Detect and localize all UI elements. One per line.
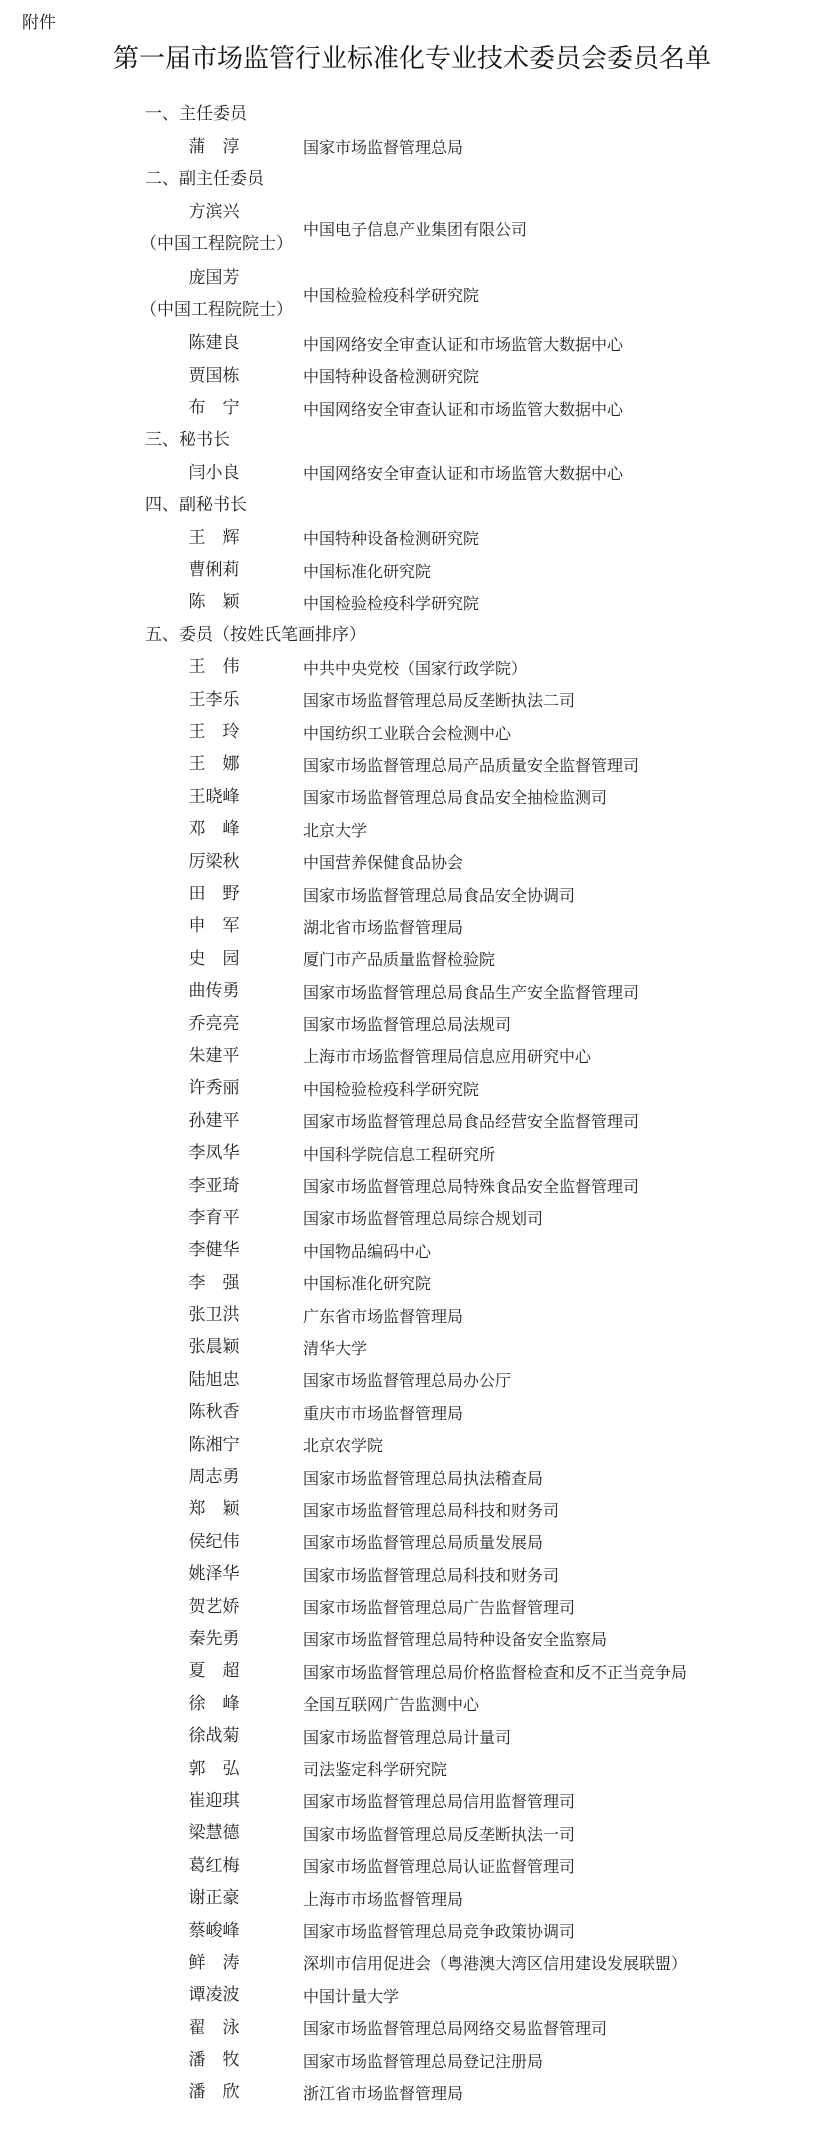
section-heading: 二、副主任委员	[145, 168, 264, 189]
member-organization: 国家市场监督管理总局食品生产安全监督管理司	[303, 982, 640, 1002]
member-name: 田 野	[188, 884, 240, 904]
member-organization: 国家市场监督管理总局产品质量安全监督管理司	[303, 755, 640, 775]
member-row	[0, 1752, 824, 1784]
member-name-cell	[140, 327, 288, 359]
member-row	[0, 781, 824, 813]
member-organization: 中国网络安全审查认证和市场监管大数据中心	[303, 399, 624, 419]
member-name-cell	[140, 554, 288, 586]
section	[0, 163, 824, 425]
member-name-cell	[140, 1429, 288, 1461]
member-organization: 国家市场监督管理总局质量发展局	[303, 1533, 544, 1553]
member-name-cell	[140, 1753, 288, 1785]
member-name: 秦先勇	[188, 1628, 240, 1649]
member-organization: 国家市场监督管理总局	[303, 138, 464, 158]
section	[0, 489, 824, 619]
member-row	[0, 522, 824, 554]
member-name-cell	[140, 1040, 288, 1072]
member-row	[0, 1169, 824, 1201]
member-name-cell	[140, 684, 288, 716]
member-row	[0, 130, 824, 162]
member-name-cell	[140, 1558, 288, 1590]
member-row	[0, 1623, 824, 1655]
member-organization: 厦门市产品质量监督检验院	[303, 950, 496, 970]
member-row	[0, 1040, 824, 1072]
member-name-cell	[140, 1785, 288, 1817]
member-list	[0, 98, 824, 2109]
member-organization: 国家市场监督管理总局综合规划司	[303, 1209, 544, 1229]
member-name-cell	[140, 1461, 288, 1493]
member-name: 陈 颖	[188, 592, 240, 613]
section-heading: 三、秘书长	[145, 430, 230, 451]
member-row	[0, 1720, 824, 1752]
member-name-cell	[140, 943, 288, 975]
member-name: 王 娜	[188, 754, 240, 775]
member-organization: 国家市场监督管理总局办公厅	[303, 1371, 512, 1391]
member-row	[0, 2011, 824, 2043]
member-organization: 中国检验检疫科学研究院	[303, 593, 480, 613]
member-name-cell	[140, 1947, 288, 1979]
section-heading: 五、委员（按姓氏笔画排序）	[145, 624, 366, 645]
member-name-cell	[140, 1720, 288, 1752]
member-name-cell	[140, 262, 293, 326]
member-row	[0, 1590, 824, 1622]
member-name-cell	[140, 748, 288, 780]
member-organization: 中国计量大学	[303, 1986, 400, 2006]
member-row	[0, 651, 824, 683]
member-name-cell	[140, 1234, 288, 1266]
member-name-cell	[140, 392, 288, 424]
member-name: 史 园	[188, 948, 240, 969]
member-name: 贺艺娇	[188, 1596, 240, 1617]
member-row	[0, 1396, 824, 1428]
member-organization: 国家市场监督管理总局网络交易监督管理司	[303, 2019, 608, 2039]
member-organization: 国家市场监督管理总局价格监督检查和反不正当竞争局	[303, 1662, 688, 1682]
member-name-cell	[140, 781, 288, 813]
member-name: 翟 泳	[188, 2017, 240, 2038]
member-name: 王 伟	[188, 657, 240, 678]
member-name: 乔亮亮	[188, 1013, 240, 1034]
member-name-cell	[140, 1526, 288, 1558]
member-name: 谭凌波	[188, 1985, 240, 2006]
member-organization: 国家市场监督管理总局反垄断执法二司	[303, 691, 576, 711]
member-row	[0, 392, 824, 424]
member-organization: 国家市场监督管理总局竞争政策协调司	[303, 1922, 576, 1941]
member-name: 孙建平	[188, 1110, 240, 1131]
member-row	[0, 1947, 824, 1979]
member-row	[0, 748, 824, 780]
member-name-cell	[140, 716, 288, 748]
member-name-cell	[140, 1688, 288, 1720]
member-name-cell	[140, 651, 288, 683]
member-row	[0, 586, 824, 618]
member-organization: 深圳市信用促进会（粤港澳大湾区信用建设发展联盟）	[303, 1954, 688, 1974]
member-name: 李健华	[188, 1240, 240, 1261]
member-name-cell	[140, 878, 288, 910]
member-name-cell	[140, 1202, 288, 1234]
member-row	[0, 1914, 824, 1946]
member-title: （中国工程院院士）	[140, 300, 293, 321]
member-row	[0, 1267, 824, 1299]
member-row	[0, 1137, 824, 1169]
member-row	[0, 1331, 824, 1363]
member-name-cell	[140, 1299, 288, 1331]
member-organization: 重庆市市场监督管理局	[303, 1403, 464, 1423]
member-name: 李凤华	[188, 1143, 240, 1164]
member-organization: 国家市场监督管理总局执法稽查局	[303, 1468, 544, 1488]
member-row	[0, 910, 824, 942]
member-row	[0, 261, 824, 327]
member-name: 鲜 涛	[188, 1952, 240, 1973]
member-name: 陈湘宁	[188, 1434, 240, 1455]
member-name: 徐战菊	[188, 1726, 240, 1747]
member-name-cell	[140, 1137, 288, 1169]
member-name: 朱建平	[188, 1045, 240, 1066]
member-name-cell	[140, 1364, 288, 1396]
member-name-cell	[140, 846, 288, 878]
member-name-cell	[140, 1817, 288, 1849]
member-row	[0, 1688, 824, 1720]
member-organization: 国家市场监督管理总局食品经营安全监督管理司	[303, 1112, 640, 1132]
member-organization: 国家市场监督管理总局科技和财务司	[303, 1500, 560, 1520]
member-name: 李 强	[188, 1272, 240, 1293]
member-name: 张晨颖	[188, 1337, 240, 1358]
member-row	[0, 1202, 824, 1234]
member-row	[0, 878, 824, 910]
member-name: 葛红梅	[188, 1855, 240, 1876]
member-organization: 中国检验检疫科学研究院	[303, 285, 480, 305]
member-organization: 国家市场监督管理总局食品安全抽检监测司	[303, 788, 608, 808]
member-name: 王晓峰	[188, 786, 240, 807]
member-organization: 国家市场监督管理总局信用监督管理司	[303, 1792, 576, 1812]
member-organization: 全国互联网广告监测中心	[303, 1695, 480, 1715]
member-name: 蔡峻峰	[188, 1920, 240, 1941]
member-name: 曹俐莉	[188, 560, 240, 581]
member-name: 邓 峰	[188, 819, 240, 840]
member-organization: 中国网络安全审查认证和市场监管大数据中心	[303, 464, 624, 484]
member-name: 郭 弘	[188, 1758, 240, 1779]
member-name: 徐 峰	[188, 1693, 240, 1714]
member-organization: 国家市场监督管理总局食品安全协调司	[303, 885, 576, 905]
member-name: 夏 超	[188, 1661, 240, 1682]
member-name-cell	[140, 1493, 288, 1525]
member-row	[0, 1850, 824, 1882]
member-organization: 北京大学	[303, 820, 368, 840]
member-row	[0, 1364, 824, 1396]
member-organization: 中国营养保健食品协会	[303, 853, 464, 873]
section-heading: 一、主任委员	[145, 104, 247, 124]
member-row	[0, 845, 824, 877]
member-name: 王 辉	[188, 527, 240, 548]
member-row	[0, 2076, 824, 2108]
member-name-cell	[140, 1170, 288, 1202]
member-row	[0, 1493, 824, 1525]
member-row	[0, 943, 824, 975]
member-organization: 国家市场监督管理总局特殊食品安全监督管理司	[303, 1177, 640, 1197]
member-organization: 中共中央党校（国家行政学院）	[303, 658, 528, 678]
member-name: 王 玲	[188, 722, 240, 743]
member-name-cell	[140, 131, 288, 163]
member-name-cell	[140, 1396, 288, 1428]
section	[0, 98, 824, 163]
section	[0, 424, 824, 489]
member-name: 陆旭忠	[188, 1369, 240, 1390]
member-organization: 中国电子信息产业集团有限公司	[303, 219, 528, 239]
member-name: 梁慧德	[188, 1823, 240, 1844]
member-organization: 国家市场监督管理总局科技和财务司	[303, 1565, 560, 1585]
member-name-cell	[140, 1331, 288, 1363]
member-name: 曲传勇	[188, 981, 240, 1002]
member-organization: 中国标准化研究院	[303, 561, 432, 581]
member-organization: 清华大学	[303, 1338, 368, 1358]
member-name: 崔迎琪	[188, 1790, 240, 1811]
member-row	[0, 683, 824, 715]
member-organization: 上海市市场监督管理局	[303, 1889, 464, 1909]
member-name-cell	[140, 457, 288, 489]
member-row	[0, 1234, 824, 1266]
member-name: 方滨兴	[188, 202, 240, 223]
member-name-cell	[140, 2044, 288, 2076]
member-name-cell	[140, 1267, 288, 1299]
member-name: 厉梁秋	[188, 851, 240, 872]
member-row	[0, 1105, 824, 1137]
member-organization: 中国物品编码中心	[303, 1241, 432, 1261]
member-name-cell	[140, 1882, 288, 1914]
member-row	[0, 1817, 824, 1849]
member-organization: 国家市场监督管理总局登记注册局	[303, 2051, 544, 2071]
member-organization: 国家市场监督管理总局特种设备安全监察局	[303, 1630, 608, 1650]
member-name-cell	[140, 2012, 288, 2044]
member-organization: 北京农学院	[303, 1436, 384, 1456]
section-heading: 四、副秘书长	[145, 495, 247, 516]
member-row	[0, 1979, 824, 2011]
member-title: （中国工程院院士）	[140, 234, 293, 255]
member-name-cell	[140, 196, 293, 260]
member-organization: 中国标准化研究院	[303, 1274, 432, 1294]
member-row	[0, 195, 824, 261]
member-row	[0, 1558, 824, 1590]
member-organization: 中国特种设备检测研究院	[303, 367, 480, 387]
member-row	[0, 1785, 824, 1817]
member-name-cell	[140, 1072, 288, 1104]
member-organization: 司法鉴定科学研究院	[303, 1760, 448, 1780]
member-name-cell	[140, 1850, 288, 1882]
member-row	[0, 1072, 824, 1104]
member-name: 谢正豪	[188, 1888, 240, 1909]
member-name: 张卫洪	[188, 1305, 240, 1326]
member-name: 闫小良	[188, 462, 240, 483]
member-row	[0, 1882, 824, 1914]
member-name-cell	[140, 975, 288, 1007]
member-row	[0, 813, 824, 845]
member-row	[0, 1428, 824, 1460]
attachment-label: 附件	[22, 13, 56, 33]
member-organization: 浙江省市场监督管理局	[303, 2083, 464, 2103]
member-name: 布 宁	[188, 398, 240, 419]
member-organization: 广东省市场监督管理局	[303, 1306, 464, 1326]
member-name: 陈秋香	[188, 1402, 240, 1423]
member-name-cell	[140, 910, 288, 942]
member-name: 周志勇	[188, 1467, 240, 1488]
member-name-cell	[140, 1979, 288, 2011]
member-name-cell	[140, 522, 288, 554]
member-name: 陈建良	[188, 333, 240, 354]
member-name-cell	[140, 1591, 288, 1623]
member-organization: 国家市场监督管理总局计量司	[303, 1727, 512, 1747]
member-row	[0, 975, 824, 1007]
member-name: 贾国栋	[188, 365, 240, 386]
member-name-cell	[140, 1008, 288, 1040]
member-row	[0, 2044, 824, 2076]
member-row	[0, 1461, 824, 1493]
member-name: 庞国芳	[188, 268, 240, 289]
member-row	[0, 1526, 824, 1558]
member-row	[0, 1007, 824, 1039]
member-name: 李亚琦	[188, 1175, 240, 1196]
member-name: 许秀丽	[188, 1078, 240, 1099]
member-organization: 上海市市场监督管理局信息应用研究中心	[303, 1047, 592, 1067]
member-organization: 国家市场监督管理总局认证监督管理司	[303, 1857, 576, 1877]
member-row	[0, 1299, 824, 1331]
section	[0, 619, 824, 2109]
member-name: 王李乐	[188, 689, 240, 710]
member-name-cell	[140, 2076, 288, 2108]
member-row	[0, 716, 824, 748]
member-name: 侯纪伟	[188, 1531, 240, 1552]
member-name-cell	[140, 360, 288, 392]
member-organization: 国家市场监督管理总局法规司	[303, 1015, 512, 1035]
member-name-cell	[140, 1105, 288, 1137]
member-name-cell	[140, 586, 288, 618]
member-organization: 湖北省市场监督管理局	[303, 917, 464, 937]
member-name-cell	[140, 1655, 288, 1687]
member-row	[0, 327, 824, 359]
member-name: 李育平	[188, 1207, 240, 1228]
member-organization: 国家市场监督管理总局反垄断执法一司	[303, 1824, 576, 1844]
member-row	[0, 1655, 824, 1687]
member-row	[0, 360, 824, 392]
member-name: 蒲 淳	[188, 136, 240, 157]
member-name: 潘 欣	[188, 2082, 240, 2103]
member-name: 申 军	[188, 916, 240, 937]
member-row	[0, 554, 824, 586]
member-organization: 中国纺织工业联合会检测中心	[303, 723, 512, 743]
member-organization: 中国科学院信息工程研究所	[303, 1144, 496, 1164]
member-row	[0, 457, 824, 489]
member-name: 郑 颖	[188, 1499, 240, 1520]
member-organization: 中国网络安全审查认证和市场监管大数据中心	[303, 334, 624, 354]
member-organization: 中国特种设备检测研究院	[303, 529, 480, 549]
member-name-cell	[140, 1915, 288, 1947]
member-organization: 国家市场监督管理总局广告监督管理司	[303, 1598, 576, 1618]
member-name-cell	[140, 1623, 288, 1655]
member-organization: 中国检验检疫科学研究院	[303, 1079, 480, 1099]
page-title: 第一届市场监管行业标准化专业技术委员会委员名单	[112, 44, 711, 74]
member-name: 姚泽华	[188, 1564, 240, 1585]
member-name: 潘 牧	[188, 2050, 240, 2071]
member-name-cell	[140, 813, 288, 845]
